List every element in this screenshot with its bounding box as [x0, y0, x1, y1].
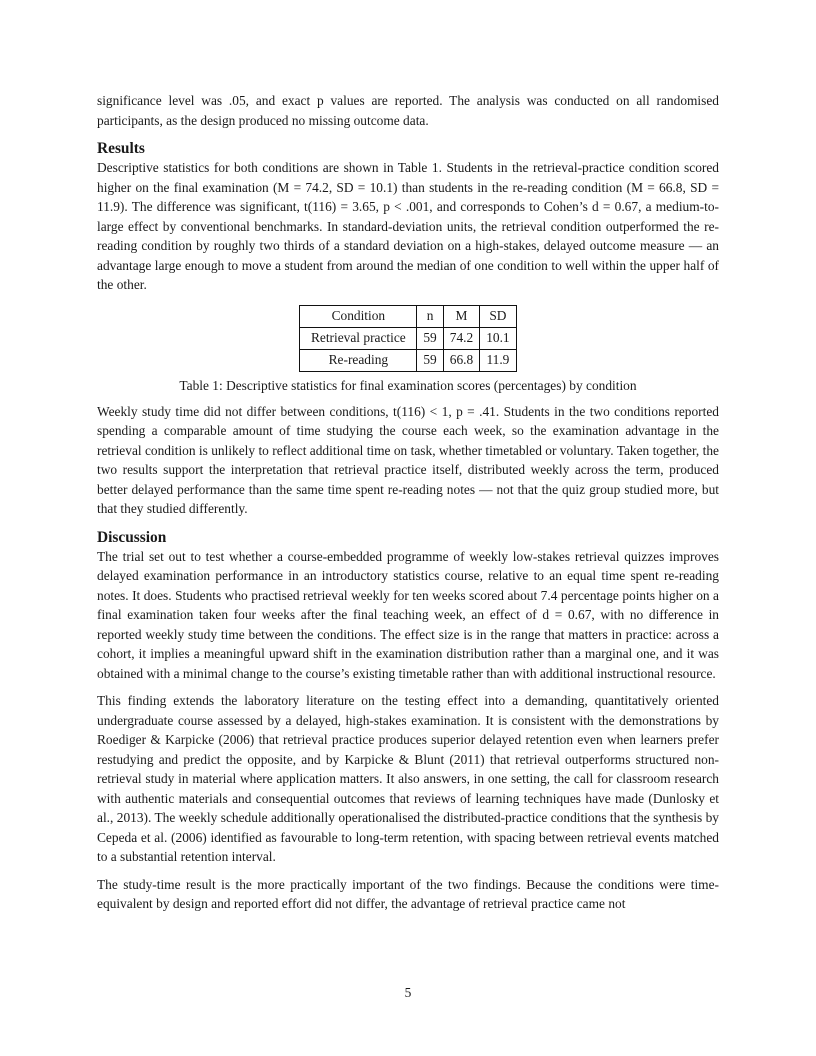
table-header-condition: Condition [300, 305, 417, 327]
table-cell: Re-reading [300, 349, 417, 371]
discussion-paragraph-2: This finding extends the laboratory literature on the testing effect into a demanding, quantitatively oriented undergraduate course assessed by a delayed, high-stakes examination. It is consistent with the demonstrations by Roediger & Karpicke (2006) that retrieval practice produces superior delayed retention even when learners prefer restudying and predict the opposite, and by Karpicke & Blunt (2011) that retrieval outperforms structured non-retrieval study in material where application matters. It also answers, in one setting, the call for classroom research with authentic materials and consequential outcomes that reviews of learning techniques have made (Dunlosky et al., 2013). The weekly schedule additionally operationalised the distributed-practice conditions that the synthesis by Cepeda et al. (2006) identified as favourable to long-term retention, with spacing between retrieval events matched to a substantial retention interval. [97, 693, 719, 864]
table-caption: Table 1: Descriptive statistics for final examination scores (percentages) by condition [179, 377, 637, 393]
table-cell: 11.9 [480, 349, 516, 371]
table-header-n: n [417, 305, 443, 327]
table-header-row [300, 305, 516, 327]
table-header-sd: SD [480, 305, 516, 327]
discussion-heading: Discussion [97, 528, 167, 546]
table-row [300, 327, 516, 349]
descriptive-statistics-table [299, 305, 516, 372]
results-paragraph-2: Weekly study time did not differ between conditions, t(116) < 1, p = .41. Students in the two conditions reported spending a comparable amount of time studying the course each week, so the examination advantage in the retrieval condition is unlikely to reflect additional time on task, whether timetabled or voluntary. Taken together, the two results support the interpretation that retrieval practice itself, distributed weekly across the term, produced better delayed performance than the same time spent re-reading notes — not that the quiz group studied more, but that they studied differently. [97, 403, 719, 516]
table-cell: 74.2 [443, 327, 479, 349]
page-number: 5 [404, 985, 412, 1000]
results-heading: Results [97, 140, 145, 157]
table-cell: 66.8 [443, 349, 479, 371]
table-header-m: M [443, 305, 479, 327]
page-body [97, 91, 719, 914]
discussion-paragraph-3: The study-time result is the more practically important of the two findings. Because the conditions were time-equivalent by design and reported effort did not differ, the advantage of retrieval practice came not [97, 876, 719, 911]
results-paragraph-1: Descriptive statistics for both conditions are shown in Table 1. Students in the retrieval-practice condition scored higher on the final examination (M = 74.2, SD = 10.1) than students in the re-reading condition (M = 66.8, SD = 11.9). The difference was significant, t(116) = 3.65, p < .001, and corresponds to Cohen’s d = 0.67, a medium-to-large effect by conventional benchmarks. In standard-deviation units, the retrieval condition outperformed the re-reading condition by roughly two thirds of a standard deviation on a high-stakes, delayed outcome measure — an advantage large enough to move a student from around the median of one condition to well within the upper half of the other. [97, 160, 719, 292]
table-cell: Retrieval practice [300, 327, 417, 349]
table-row [300, 349, 516, 371]
table-cell: 10.1 [480, 327, 516, 349]
table-cell: 59 [417, 327, 443, 349]
discussion-paragraph-1: The trial set out to test whether a course-embedded programme of weekly low-stakes retrieval quizzes improves delayed examination performance in an introductory statistics course, relative to an equal time spent re-reading notes. It does. Students who practised retrieval weekly for ten weeks scored about 7.4 percentage points higher on a final examination taken four weeks after the final teaching week, an effect of d = 0.67, with no difference in reported weekly study time between the conditions. The effect size is in the range that matters in practice: across a cohort, it implies a meaningful upward shift in the examination distribution rather than a marginal one, and it was obtained with a minimal change to the course’s existing timetable rather than with additional instructional resource. [97, 548, 719, 681]
intro-paragraph: significance level was .05, and exact p values are reported. The analysis was conducted on all randomised participants, as the design produced no missing outcome data. [97, 93, 719, 128]
table-cell: 59 [417, 349, 443, 371]
